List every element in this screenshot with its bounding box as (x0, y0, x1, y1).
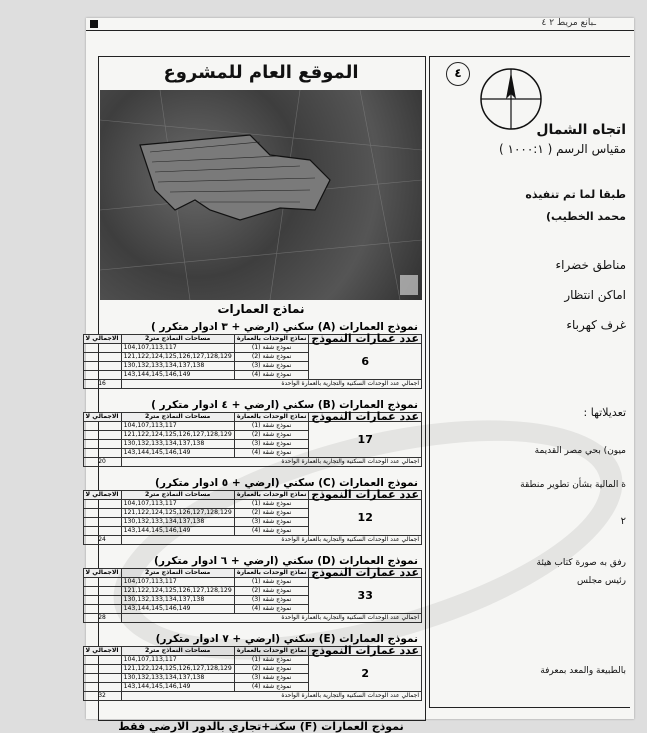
space-values: 130,132,133,134,137,138 (121, 518, 234, 527)
total-cell (83, 509, 121, 518)
building-count: 17 (309, 422, 422, 458)
total-cell (83, 422, 121, 431)
model-table (83, 334, 422, 389)
col-total: الاجمالي لا (83, 413, 121, 422)
document-page (85, 18, 634, 733)
total-cell (83, 587, 121, 596)
unit-label: نموذج شقة (4) (234, 527, 309, 536)
space-values: 143,144,145,146,149 (121, 449, 234, 458)
total-label: اجمالي عدد الوحدات السكنية والتجارية بالعمارة الواحدة (121, 692, 421, 701)
unit-label: نموذج شقة (4) (234, 683, 309, 692)
unit-label: نموذج شقة (3) (234, 596, 309, 605)
unit-label: نموذج شقة (1) (234, 656, 309, 665)
space-values: 121,122,124,125,126,127,128,129 (121, 587, 234, 596)
space-values: 130,132,133,134,137,138 (121, 440, 234, 449)
space-values: 121,122,124,125,126,127,128,129 (121, 509, 234, 518)
unit-label: نموذج شقة (4) (234, 605, 309, 614)
model-block (85, 554, 422, 623)
model-heading: نموذج العمارات (E) سكني (ارضي + ٧ ادوار متكرر) (155, 633, 418, 645)
model-heading: نموذج العمارات (B) سكني (ارضي + ٤ ادوار متكرر ) (151, 399, 418, 411)
total-cell (83, 683, 121, 692)
space-values: 143,144,145,146,149 (121, 683, 234, 692)
total-cell (83, 449, 121, 458)
space-values: 143,144,145,146,149 (121, 527, 234, 536)
side-line-8: ة المالية بشأن تطوير منطقة (520, 480, 626, 490)
total-cell (83, 440, 121, 449)
total-cell (83, 500, 121, 509)
total-cell (83, 518, 121, 527)
page-title: الموقع العام للمشروع (163, 62, 359, 83)
col-units: نماذج الوحدات بالعمارة (234, 569, 309, 578)
total-cell (83, 665, 121, 674)
total-label: اجمالي عدد الوحدات السكنية والتجارية بالعمارة الواحدة (121, 458, 421, 467)
corner-mark (90, 20, 98, 28)
model-table (83, 412, 422, 467)
total-label: اجمالي عدد الوحدات السكنية والتجارية بالعمارة الواحدة (121, 380, 421, 389)
total-cell (83, 362, 121, 371)
model-heading: نموذج العمارات (D) سكني (ارضي + ٦ ادوار متكرر) (154, 555, 418, 567)
total-cell (83, 596, 121, 605)
unit-label: نموذج شقة (2) (234, 587, 309, 596)
space-values: 130,132,133,134,137,138 (121, 596, 234, 605)
col-total: الاجمالي لا (83, 335, 121, 344)
model-table (83, 490, 422, 545)
total-cell (83, 371, 121, 380)
space-values: 104,107,113,117 (121, 500, 234, 509)
unit-label: نموذج شقة (3) (234, 518, 309, 527)
building-count: 12 (309, 500, 422, 536)
section-title: نماذج العمارات (217, 302, 305, 316)
side-line-3: مناطق خضراء (555, 258, 626, 272)
sheet-number-badge: ٤ (446, 62, 470, 86)
total-cell (83, 344, 121, 353)
space-values: 104,107,113,117 (121, 578, 234, 587)
total-cell (83, 527, 121, 536)
col-units: نماذج الوحدات بالعمارة (234, 335, 309, 344)
col-spaces: مساحات النماذج متر2 (121, 569, 234, 578)
col-count: عدد عمارات النموذج (309, 335, 422, 344)
model-table (83, 646, 422, 701)
header-rule (86, 30, 634, 31)
north-label: اتجاه الشمال (536, 122, 626, 138)
unit-label: نموذج شقة (1) (234, 422, 309, 431)
unit-label: نموذج شقة (4) (234, 449, 309, 458)
model-heading: نموذج العمارات (C) سكني (ارضي + ٥ ادوار متكرر) (155, 477, 418, 489)
total-label: اجمالي عدد الوحدات السكنية والتجارية بالعمارة الواحدة (121, 614, 421, 623)
unit-label: نموذج شقة (4) (234, 371, 309, 380)
unit-label: نموذج شقة (2) (234, 431, 309, 440)
col-spaces: مساحات النماذج متر2 (121, 491, 234, 500)
unit-label: نموذج شقة (1) (234, 500, 309, 509)
space-values: 104,107,113,117 (121, 656, 234, 665)
space-values: 143,144,145,146,149 (121, 371, 234, 380)
col-spaces: مساحات النماذج متر2 (121, 413, 234, 422)
col-total: الاجمالي لا (83, 569, 121, 578)
header-code: ـبانع مريط ٢ ٤ (541, 18, 596, 28)
col-count: عدد عمارات النموذج (309, 491, 422, 500)
col-units: نماذج الوحدات بالعمارة (234, 491, 309, 500)
space-values: 121,122,124,125,126,127,128,129 (121, 431, 234, 440)
side-line-5: غرف كهرباء (566, 318, 626, 332)
unit-label: نموذج شقة (2) (234, 665, 309, 674)
side-line-11: رئيس مجلس (577, 576, 626, 586)
scale-label: مقياس الرسم ( ١٠٠٠:١ ) (499, 142, 626, 156)
building-count: 2 (309, 656, 422, 692)
space-values: 104,107,113,117 (121, 422, 234, 431)
col-count: عدد عمارات النموذج (309, 647, 422, 656)
total-cell (83, 605, 121, 614)
model-f-heading: نموذج العمارات (F) سكنـ+تجاري بالدور الارضي فقط (118, 720, 404, 733)
total-cell (83, 353, 121, 362)
total-row (83, 536, 421, 545)
unit-label: نموذج شقة (1) (234, 344, 309, 353)
total-cell (83, 431, 121, 440)
unit-label: نموذج شقة (3) (234, 674, 309, 683)
total-cell (83, 674, 121, 683)
building-count: 6 (309, 344, 422, 380)
space-values: 130,132,133,134,137,138 (121, 674, 234, 683)
total-row (83, 614, 421, 623)
model-heading: نموذج العمارات (A) سكني (ارضي + ٣ ادوار متكرر ) (150, 321, 418, 333)
col-spaces: مساحات النماذج متر2 (121, 335, 234, 344)
total-value: 28 (83, 614, 121, 623)
model-block (85, 632, 422, 701)
col-units: نماذج الوحدات بالعمارة (234, 413, 309, 422)
total-value: 20 (83, 458, 121, 467)
total-row (83, 458, 421, 467)
total-value: 24 (83, 536, 121, 545)
unit-label: نموذج شقة (2) (234, 509, 309, 518)
side-line-1: طبقا لما تم تنفيذه (525, 188, 626, 201)
col-spaces: مساحات النماذج متر2 (121, 647, 234, 656)
side-line-4: اماكن انتظار (564, 288, 626, 302)
total-label: اجمالي عدد الوحدات السكنية والتجارية بالعمارة الواحدة (121, 536, 421, 545)
aerial-map (100, 90, 422, 300)
side-line-6: تعديلاتها : (583, 406, 626, 419)
model-block (85, 398, 422, 467)
col-total: الاجمالي لا (83, 647, 121, 656)
col-count: عدد عمارات النموذج (309, 569, 422, 578)
total-value: 32 (83, 692, 121, 701)
building-count: 33 (309, 578, 422, 614)
model-block (85, 476, 422, 545)
col-count: عدد عمارات النموذج (309, 413, 422, 422)
side-line-10: رفق به صورة كتاب هيئة (536, 558, 626, 568)
model-table (83, 568, 422, 623)
total-cell (83, 656, 121, 665)
total-row (83, 380, 421, 389)
col-total: الاجمالي لا (83, 491, 121, 500)
unit-label: نموذج شقة (3) (234, 362, 309, 371)
side-line-7: ميون) بحي مصر القديمة (534, 446, 626, 456)
col-units: نماذج الوحدات بالعمارة (234, 647, 309, 656)
side-line-2: محمد الخطيب) (545, 210, 626, 223)
side-line-9: ٢ (620, 516, 626, 527)
space-values: 121,122,124,125,126,127,128,129 (121, 665, 234, 674)
project-site-outline (140, 135, 330, 220)
side-line-12: بالطبيعة والمعد بمعرفة (540, 666, 626, 676)
space-values: 104,107,113,117 (121, 344, 234, 353)
total-row (83, 692, 421, 701)
unit-label: نموذج شقة (2) (234, 353, 309, 362)
model-block (85, 320, 422, 389)
unit-label: نموذج شقة (3) (234, 440, 309, 449)
total-value: 16 (83, 380, 121, 389)
space-values: 143,144,145,146,149 (121, 605, 234, 614)
space-values: 130,132,133,134,137,138 (121, 362, 234, 371)
unit-label: نموذج شقة (1) (234, 578, 309, 587)
total-cell (83, 578, 121, 587)
space-values: 121,122,124,125,126,127,128,129 (121, 353, 234, 362)
